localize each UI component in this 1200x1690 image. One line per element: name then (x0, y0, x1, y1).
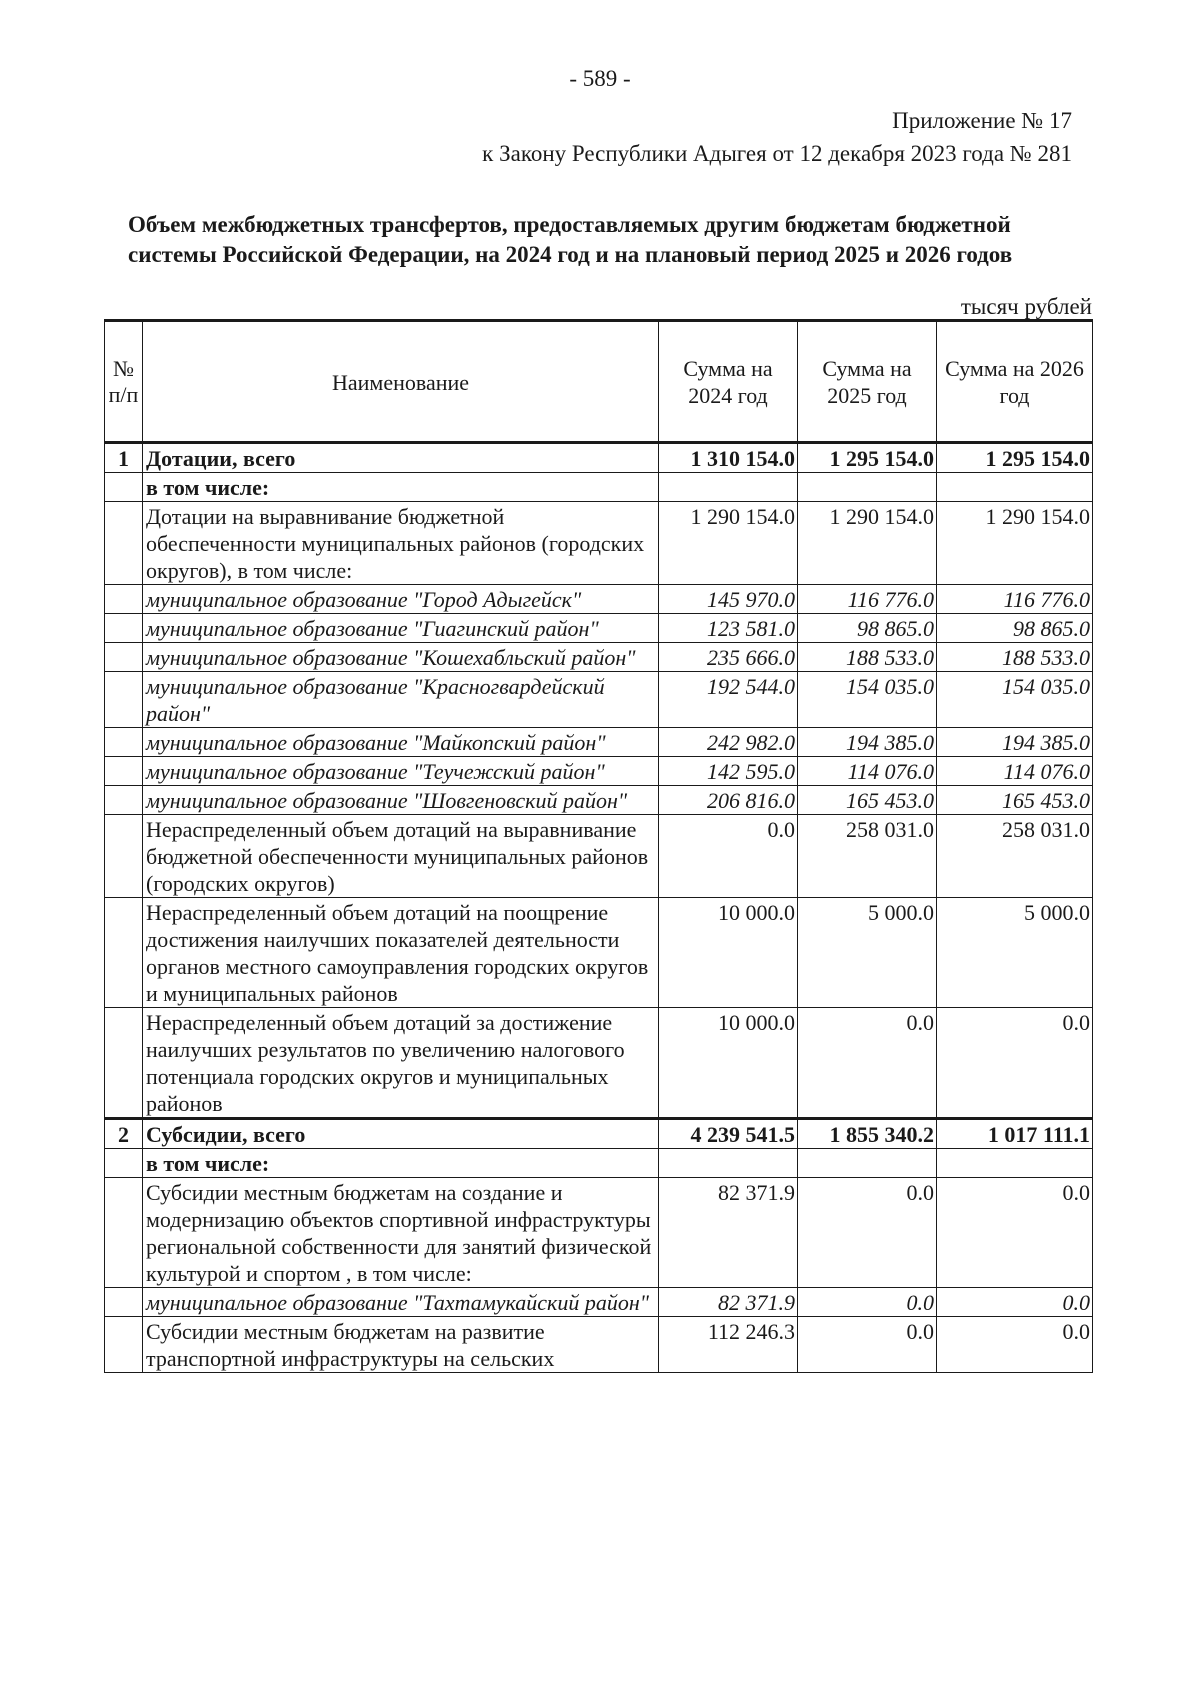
row-2024: 1 310 154.0 (659, 443, 798, 473)
row-2025: 154 035.0 (798, 672, 937, 728)
row-num (105, 1178, 143, 1288)
row-2024: 10 000.0 (659, 1008, 798, 1119)
table-row (105, 1119, 1093, 1149)
row-2025: 0.0 (798, 1317, 937, 1373)
table-row (105, 815, 1093, 898)
row-2024: 123 581.0 (659, 614, 798, 643)
row-2024 (659, 473, 798, 502)
row-num (105, 898, 143, 1008)
table-row (105, 1149, 1093, 1178)
row-2024: 82 371.9 (659, 1288, 798, 1317)
row-num: 2 (105, 1119, 143, 1149)
row-2026: 194 385.0 (937, 728, 1093, 757)
row-2024: 192 544.0 (659, 672, 798, 728)
row-2024: 242 982.0 (659, 728, 798, 757)
table-row (105, 614, 1093, 643)
row-name: муниципальное образование "Кошехабльский район" (143, 643, 659, 672)
row-2024: 142 595.0 (659, 757, 798, 786)
row-2025: 258 031.0 (798, 815, 937, 898)
row-num (105, 728, 143, 757)
row-2026: 5 000.0 (937, 898, 1093, 1008)
row-2024: 0.0 (659, 815, 798, 898)
row-name: Нераспределенный объем дотаций на выравнивание бюджетной обеспеченности муниципальных районов (городских округов) (143, 815, 659, 898)
row-name: в том числе: (143, 473, 659, 502)
table-row (105, 585, 1093, 614)
row-2025: 0.0 (798, 1008, 937, 1119)
row-2025: 0.0 (798, 1288, 937, 1317)
row-num (105, 473, 143, 502)
row-name: Субсидии местным бюджетам на создание и модернизацию объектов спортивной инфраструктуры региональной собственности для занятий физической культурой и спортом , в том числе: (143, 1178, 659, 1288)
row-name: муниципальное образование "Гиагинский район" (143, 614, 659, 643)
row-2026: 1 295 154.0 (937, 443, 1093, 473)
row-name: Нераспределенный объем дотаций на поощрение достижения наилучших показателей деятельности органов местного самоуправления городских округов и муниципальных районов (143, 898, 659, 1008)
row-name: муниципальное образование "Город Адыгейск" (143, 585, 659, 614)
row-num (105, 1288, 143, 1317)
row-2025 (798, 473, 937, 502)
annex-line-1: Приложение № 17 (892, 108, 1072, 133)
table-row (105, 786, 1093, 815)
row-name: Субсидии, всего (143, 1119, 659, 1149)
row-num (105, 815, 143, 898)
row-name: муниципальное образование "Майкопский район" (143, 728, 659, 757)
row-2024: 10 000.0 (659, 898, 798, 1008)
annex-line-2: к Закону Республики Адыгея от 12 декабря 2023 года № 281 (482, 141, 1072, 166)
row-2026: 116 776.0 (937, 585, 1093, 614)
header-name: Наименование (143, 321, 659, 443)
row-num (105, 1149, 143, 1178)
row-2024: 4 239 541.5 (659, 1119, 798, 1149)
table-row (105, 502, 1093, 585)
header-2025: Сумма на 2025 год (798, 321, 937, 443)
row-2025: 1 290 154.0 (798, 502, 937, 585)
row-2024: 1 290 154.0 (659, 502, 798, 585)
header-num: № п/п (105, 321, 143, 443)
row-2025: 165 453.0 (798, 786, 937, 815)
row-num (105, 614, 143, 643)
row-2024: 206 816.0 (659, 786, 798, 815)
row-name: муниципальное образование "Красногвардейский район" (143, 672, 659, 728)
row-2026: 0.0 (937, 1288, 1093, 1317)
row-2026 (937, 473, 1093, 502)
table-row (105, 443, 1093, 473)
row-name: в том числе: (143, 1149, 659, 1178)
transfers-table (104, 319, 1093, 1373)
table-row (105, 757, 1093, 786)
row-num: 1 (105, 443, 143, 473)
header-2026: Сумма на 2026 год (937, 321, 1093, 443)
row-2025: 5 000.0 (798, 898, 937, 1008)
row-2026: 114 076.0 (937, 757, 1093, 786)
table-row (105, 1317, 1093, 1373)
row-2024: 112 246.3 (659, 1317, 798, 1373)
row-2025 (798, 1149, 937, 1178)
row-2025: 1 295 154.0 (798, 443, 937, 473)
row-2024: 82 371.9 (659, 1178, 798, 1288)
row-2026: 1 290 154.0 (937, 502, 1093, 585)
row-2025: 116 776.0 (798, 585, 937, 614)
row-name: муниципальное образование "Теучежский район" (143, 757, 659, 786)
row-2026: 0.0 (937, 1178, 1093, 1288)
row-2024: 235 666.0 (659, 643, 798, 672)
row-2026: 258 031.0 (937, 815, 1093, 898)
row-2025: 0.0 (798, 1178, 937, 1288)
table-row (105, 898, 1093, 1008)
table-row (105, 1178, 1093, 1288)
row-2025: 1 855 340.2 (798, 1119, 937, 1149)
annex-block (482, 104, 1072, 170)
row-2026: 1 017 111.1 (937, 1119, 1093, 1149)
row-name: Дотации, всего (143, 443, 659, 473)
header-2024: Сумма на 2024 год (659, 321, 798, 443)
row-num (105, 1317, 143, 1373)
row-num (105, 585, 143, 614)
row-num (105, 672, 143, 728)
page-number: - 589 - (569, 66, 631, 91)
table-row (105, 728, 1093, 757)
row-2024: 145 970.0 (659, 585, 798, 614)
row-2026: 154 035.0 (937, 672, 1093, 728)
table-header-row (105, 321, 1093, 443)
row-2024 (659, 1149, 798, 1178)
row-2026: 165 453.0 (937, 786, 1093, 815)
row-2025: 114 076.0 (798, 757, 937, 786)
row-2025: 194 385.0 (798, 728, 937, 757)
table-row (105, 1288, 1093, 1317)
row-2026: 0.0 (937, 1317, 1093, 1373)
row-2026 (937, 1149, 1093, 1178)
row-name: муниципальное образование "Шовгеновский район" (143, 786, 659, 815)
row-2026: 98 865.0 (937, 614, 1093, 643)
row-2026: 0.0 (937, 1008, 1093, 1119)
table-row (105, 1008, 1093, 1119)
row-name: Нераспределенный объем дотаций за достижение наилучших результатов по увеличению налогового потенциала городских округов и муниципальных районов (143, 1008, 659, 1119)
table-row (105, 672, 1093, 728)
row-name: Дотации на выравнивание бюджетной обеспеченности муниципальных районов (городских округов), в том числе: (143, 502, 659, 585)
row-2025: 188 533.0 (798, 643, 937, 672)
row-name: Субсидии местным бюджетам на развитие транспортной инфраструктуры на сельских (143, 1317, 659, 1373)
row-num (105, 786, 143, 815)
table-row (105, 643, 1093, 672)
row-num (105, 757, 143, 786)
row-2026: 188 533.0 (937, 643, 1093, 672)
row-num (105, 502, 143, 585)
row-num (105, 643, 143, 672)
row-2025: 98 865.0 (798, 614, 937, 643)
units-label: тысяч рублей (960, 294, 1092, 319)
row-num (105, 1008, 143, 1119)
document-title: Объем межбюджетных трансфертов, предоставляемых другим бюджетам бюджетной системы Российской Федерации, на 2024 год и на плановый период 2025 и 2026 годов (128, 212, 1013, 267)
row-name: муниципальное образование "Тахтамукайский район" (143, 1288, 659, 1317)
table-row (105, 473, 1093, 502)
